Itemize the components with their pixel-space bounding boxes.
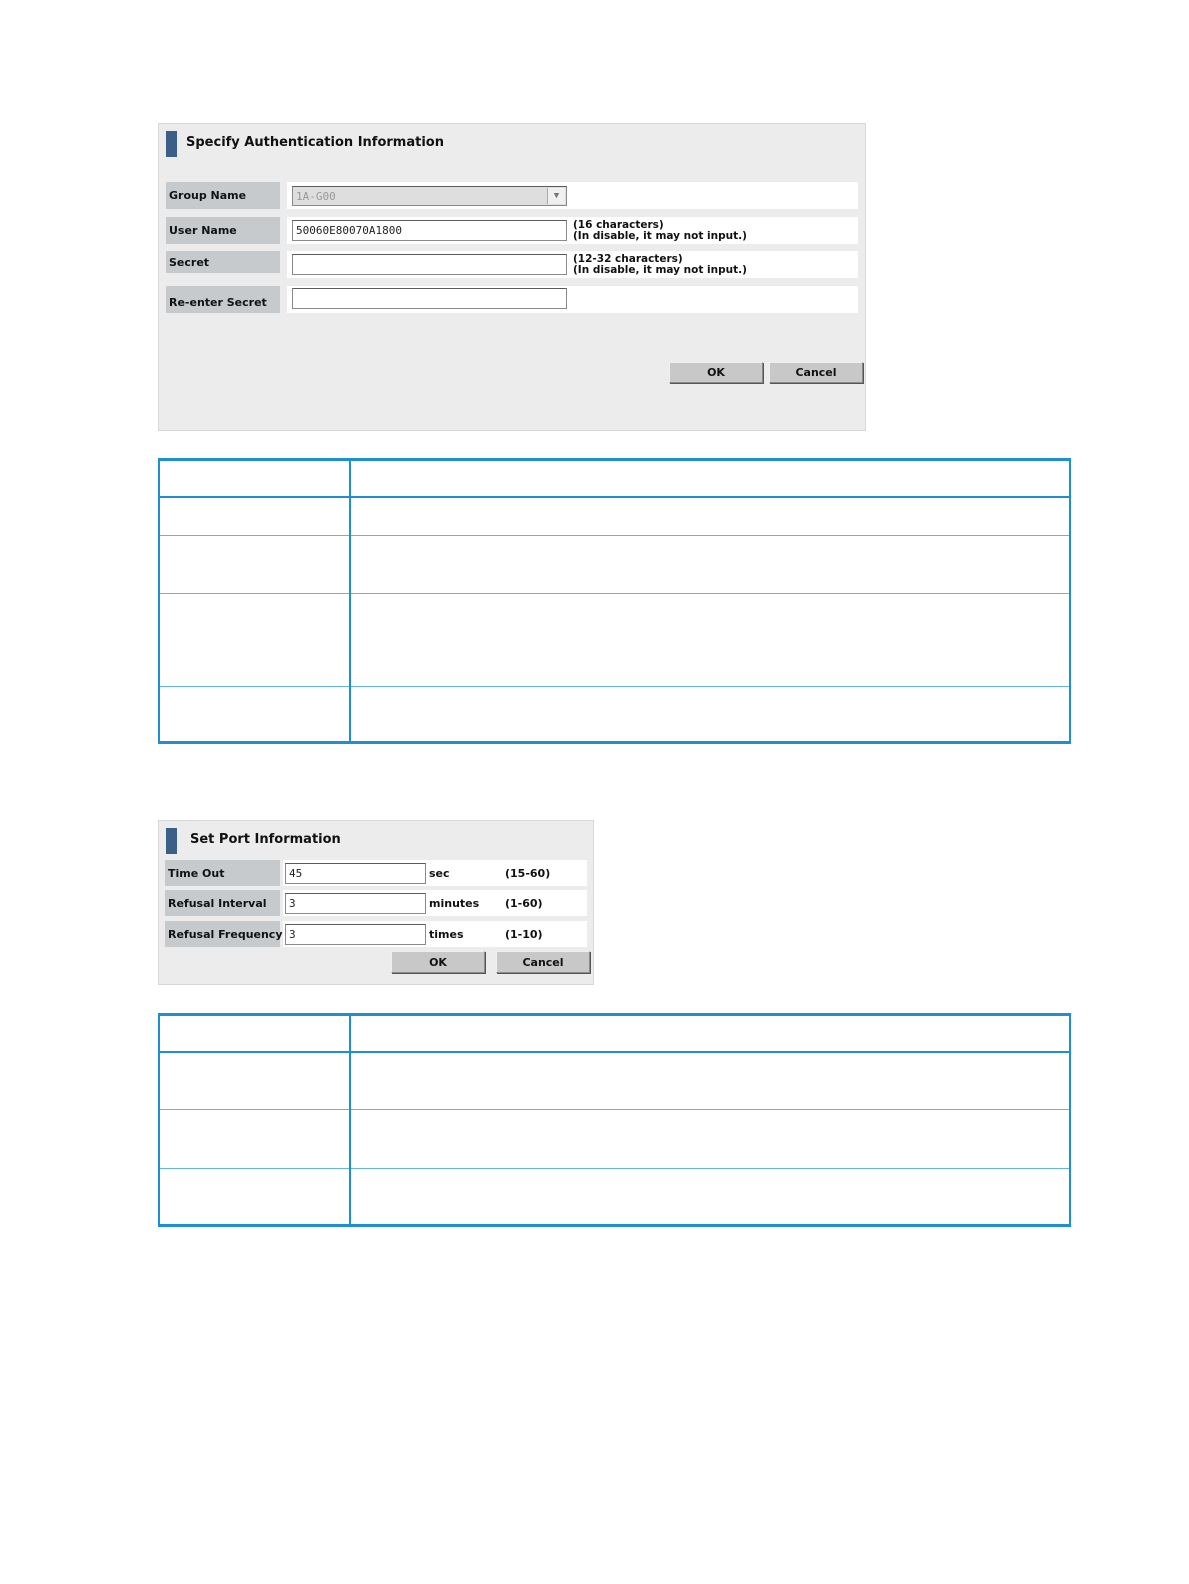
refusal-frequency-range: (1-10) — [505, 928, 543, 941]
table-row — [159, 1052, 1070, 1110]
group-name-label: Group Name — [166, 182, 280, 209]
table-cell — [350, 1052, 1070, 1110]
table-cell — [159, 1015, 350, 1052]
reenter-secret-label: Re-enter Secret — [166, 286, 280, 313]
table-cell — [350, 1015, 1070, 1052]
table-row — [159, 497, 1070, 535]
port-dialog-title: Set Port Information — [190, 832, 341, 847]
table-header-row — [159, 1015, 1070, 1052]
refusal-interval-label: Refusal Interval — [165, 890, 280, 916]
table-cell — [159, 1110, 350, 1168]
secret-hint-disable: (In disable, it may not input.) — [573, 264, 747, 276]
user-name-hint-length: (16 characters) — [573, 219, 664, 231]
time-out-range: (15-60) — [505, 867, 551, 880]
port-dialog — [158, 820, 594, 985]
port-fields-table — [158, 1013, 1071, 1227]
refusal-interval-unit: minutes — [429, 897, 480, 910]
chevron-down-icon[interactable]: ▼ — [547, 188, 565, 204]
group-name-select[interactable] — [292, 186, 567, 206]
table-row — [159, 594, 1070, 687]
table-cell — [159, 535, 350, 594]
time-out-label: Time Out — [165, 860, 280, 886]
auth-ok-button[interactable]: OK — [669, 362, 763, 383]
table-cell — [350, 460, 1070, 497]
refusal-interval-input[interactable]: 3 — [285, 893, 426, 914]
table-row — [159, 1168, 1070, 1225]
table-row — [159, 535, 1070, 594]
secret-input[interactable] — [292, 254, 567, 275]
table-cell — [350, 535, 1070, 594]
user-name-input[interactable]: 50060E80070A1800 — [292, 220, 567, 241]
secret-label: Secret — [166, 251, 280, 273]
port-title-accent — [166, 828, 177, 854]
secret-hint — [573, 254, 747, 276]
refusal-frequency-unit: times — [429, 928, 464, 941]
refusal-frequency-input[interactable]: 3 — [285, 924, 426, 945]
secret-hint-length: (12-32 characters) — [573, 253, 683, 265]
table-row — [159, 687, 1070, 743]
table-cell — [350, 594, 1070, 687]
table-cell — [159, 460, 350, 497]
time-out-input[interactable]: 45 — [285, 863, 426, 884]
user-name-hint-disable: (In disable, it may not input.) — [573, 230, 747, 242]
refusal-frequency-label: Refusal Frequency — [165, 921, 280, 947]
table-cell — [350, 497, 1070, 535]
table-cell — [350, 687, 1070, 743]
auth-fields-table — [158, 458, 1071, 744]
refusal-interval-range: (1-60) — [505, 897, 543, 910]
auth-dialog — [158, 123, 866, 431]
user-name-label: User Name — [166, 217, 280, 244]
reenter-secret-input[interactable] — [292, 288, 567, 309]
table-cell — [159, 497, 350, 535]
table-cell — [159, 687, 350, 743]
table-cell — [350, 1168, 1070, 1225]
port-ok-button[interactable]: OK — [391, 951, 485, 973]
group-name-value: 1A-G00 — [296, 189, 336, 203]
auth-cancel-button[interactable]: Cancel — [769, 362, 863, 383]
table-cell — [159, 594, 350, 687]
auth-dialog-title: Specify Authentication Information — [186, 135, 444, 150]
user-name-hint — [573, 220, 747, 242]
table-cell — [350, 1110, 1070, 1168]
table-cell — [159, 1052, 350, 1110]
port-cancel-button[interactable]: Cancel — [496, 951, 590, 973]
table-cell — [159, 1168, 350, 1225]
table-row — [159, 1110, 1070, 1168]
table-header-row — [159, 460, 1070, 497]
time-out-unit: sec — [429, 867, 450, 880]
auth-title-accent — [166, 131, 177, 157]
